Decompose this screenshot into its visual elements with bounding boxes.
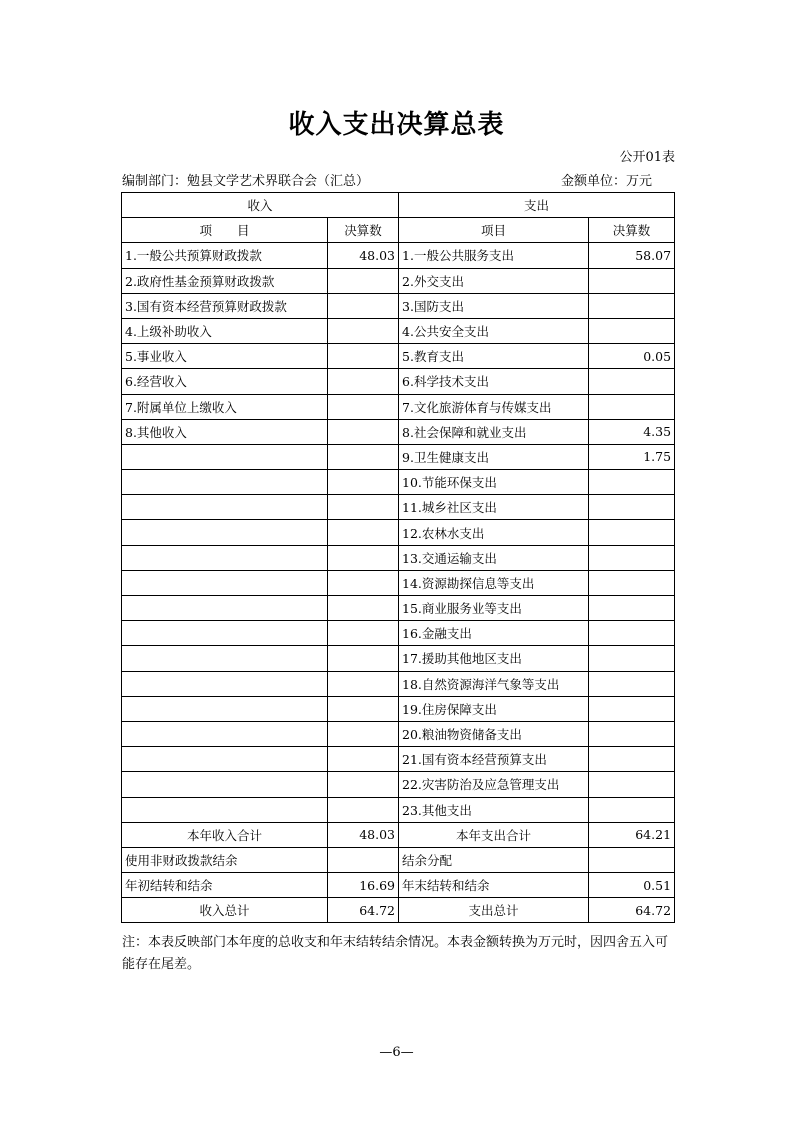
form-code: 公开01表 xyxy=(619,150,675,165)
expense-amount-cell xyxy=(589,318,675,343)
summary-table xyxy=(121,192,675,923)
income-item-cell: 年初结转和结余 xyxy=(122,873,328,898)
expense-item-header: 项目 xyxy=(399,218,589,243)
income-item-cell xyxy=(122,747,328,772)
department-label: 编制部门：勉县文学艺术界联合会（汇总） xyxy=(122,174,370,189)
expense-item-cell: 7.文化旅游体育与传媒支出 xyxy=(399,394,589,419)
page-number: —6— xyxy=(379,1045,414,1060)
expense-amount-header: 决算数 xyxy=(589,218,675,243)
expense-item-cell: 16.金融支出 xyxy=(399,621,589,646)
income-header: 收入 xyxy=(122,193,399,218)
expense-amount-cell xyxy=(589,721,675,746)
income-item-cell xyxy=(122,646,328,671)
footnote: 注：本表反映部门本年度的总收支和年末结转结余情况。本表金额转换为万元时，因四舍五入可能存在尾差。 xyxy=(122,935,669,972)
income-item-cell: 收入总计 xyxy=(122,898,328,923)
expense-amount-cell xyxy=(589,495,675,520)
income-item-cell: 3.国有资本经营预算财政拨款 xyxy=(122,293,328,318)
expense-amount-cell xyxy=(589,596,675,621)
table-row xyxy=(122,419,675,444)
total-row xyxy=(122,822,675,847)
income-amount-cell xyxy=(328,344,399,369)
income-amount-header: 决算数 xyxy=(328,218,399,243)
expense-item-cell: 18.自然资源海洋气象等支出 xyxy=(399,671,589,696)
income-item-cell xyxy=(122,444,328,469)
expense-item-cell: 本年支出合计 xyxy=(399,822,589,847)
expense-amount-cell xyxy=(589,470,675,495)
expense-item-cell: 15.商业服务业等支出 xyxy=(399,596,589,621)
expense-item-cell: 12.农林水支出 xyxy=(399,520,589,545)
table-row xyxy=(122,369,675,394)
expense-item-cell: 结余分配 xyxy=(399,847,589,872)
income-item-cell: 2.政府性基金预算财政拨款 xyxy=(122,268,328,293)
expense-item-cell: 年末结转和结余 xyxy=(399,873,589,898)
income-amount-cell: 64.72 xyxy=(328,898,399,923)
expense-amount-cell xyxy=(589,520,675,545)
income-amount-cell xyxy=(328,721,399,746)
table-row xyxy=(122,243,675,268)
table-row xyxy=(122,747,675,772)
expense-item-cell: 8.社会保障和就业支出 xyxy=(399,419,589,444)
income-item-cell xyxy=(122,545,328,570)
expense-amount-cell: 64.72 xyxy=(589,898,675,923)
total-row xyxy=(122,873,675,898)
income-amount-cell xyxy=(328,545,399,570)
income-amount-cell xyxy=(328,369,399,394)
income-amount-cell xyxy=(328,470,399,495)
income-amount-cell xyxy=(328,444,399,469)
income-item-cell xyxy=(122,520,328,545)
expense-amount-cell xyxy=(589,646,675,671)
income-item-cell xyxy=(122,696,328,721)
expense-amount-cell xyxy=(589,772,675,797)
table-row xyxy=(122,570,675,595)
expense-header: 支出 xyxy=(399,193,675,218)
income-amount-cell xyxy=(328,394,399,419)
expense-item-cell: 23.其他支出 xyxy=(399,797,589,822)
table-row xyxy=(122,293,675,318)
income-amount-cell xyxy=(328,671,399,696)
table-row xyxy=(122,520,675,545)
income-amount-cell xyxy=(328,268,399,293)
income-item-cell: 1.一般公共预算财政拨款 xyxy=(122,243,328,268)
income-amount-cell: 16.69 xyxy=(328,873,399,898)
table-row xyxy=(122,646,675,671)
expense-amount-cell: 64.21 xyxy=(589,822,675,847)
income-amount-cell xyxy=(328,646,399,671)
table-row xyxy=(122,721,675,746)
income-amount-cell: 48.03 xyxy=(328,243,399,268)
income-amount-cell xyxy=(328,495,399,520)
expense-amount-cell xyxy=(589,671,675,696)
unit-label: 金额单位：万元 xyxy=(560,174,652,189)
expense-item-cell: 13.交通运输支出 xyxy=(399,545,589,570)
income-item-cell: 5.事业收入 xyxy=(122,344,328,369)
table-row xyxy=(122,696,675,721)
income-amount-cell xyxy=(328,797,399,822)
income-item-cell xyxy=(122,495,328,520)
meta-row xyxy=(122,170,672,188)
income-item-cell xyxy=(122,772,328,797)
income-amount-cell xyxy=(328,696,399,721)
expense-item-cell: 支出总计 xyxy=(399,898,589,923)
expense-amount-cell xyxy=(589,797,675,822)
expense-amount-cell: 0.05 xyxy=(589,344,675,369)
expense-amount-cell: 58.07 xyxy=(589,243,675,268)
income-item-cell xyxy=(122,596,328,621)
expense-item-cell: 3.国防支出 xyxy=(399,293,589,318)
expense-item-cell: 10.节能环保支出 xyxy=(399,470,589,495)
income-amount-cell xyxy=(328,596,399,621)
expense-item-cell: 5.教育支出 xyxy=(399,344,589,369)
table-row xyxy=(122,318,675,343)
expense-item-cell: 11.城乡社区支出 xyxy=(399,495,589,520)
table-row xyxy=(122,268,675,293)
total-row xyxy=(122,898,675,923)
income-item-cell xyxy=(122,570,328,595)
income-item-header: 项 目 xyxy=(122,218,328,243)
expense-amount-cell xyxy=(589,545,675,570)
income-amount-cell xyxy=(328,318,399,343)
table-row xyxy=(122,495,675,520)
expense-amount-cell xyxy=(589,847,675,872)
expense-amount-cell: 0.51 xyxy=(589,873,675,898)
income-item-cell xyxy=(122,797,328,822)
expense-amount-cell xyxy=(589,268,675,293)
table-row xyxy=(122,596,675,621)
expense-item-cell: 21.国有资本经营预算支出 xyxy=(399,747,589,772)
income-item-cell: 8.其他收入 xyxy=(122,419,328,444)
expense-item-cell: 6.科学技术支出 xyxy=(399,369,589,394)
table-row xyxy=(122,470,675,495)
expense-item-cell: 19.住房保障支出 xyxy=(399,696,589,721)
table-row xyxy=(122,797,675,822)
expense-item-cell: 22.灾害防治及应急管理支出 xyxy=(399,772,589,797)
expense-amount-cell: 4.35 xyxy=(589,419,675,444)
income-amount-cell xyxy=(328,419,399,444)
expense-amount-cell: 1.75 xyxy=(589,444,675,469)
income-item-cell: 4.上级补助收入 xyxy=(122,318,328,343)
income-item-cell xyxy=(122,721,328,746)
expense-item-cell: 20.粮油物资储备支出 xyxy=(399,721,589,746)
expense-amount-cell xyxy=(589,621,675,646)
table-row xyxy=(122,344,675,369)
expense-amount-cell xyxy=(589,747,675,772)
income-item-cell xyxy=(122,671,328,696)
expense-amount-cell xyxy=(589,394,675,419)
table-row xyxy=(122,444,675,469)
income-amount-cell xyxy=(328,772,399,797)
income-item-cell: 本年收入合计 xyxy=(122,822,328,847)
expense-item-cell: 14.资源勘探信息等支出 xyxy=(399,570,589,595)
table-row xyxy=(122,394,675,419)
page-title: 收入支出决算总表 xyxy=(288,110,505,140)
header-row-section xyxy=(122,193,675,218)
income-item-cell xyxy=(122,621,328,646)
expense-item-cell: 9.卫生健康支出 xyxy=(399,444,589,469)
header-row-columns xyxy=(122,218,675,243)
expense-amount-cell xyxy=(589,369,675,394)
income-item-cell: 使用非财政拨款结余 xyxy=(122,847,328,872)
table-row xyxy=(122,621,675,646)
income-item-cell xyxy=(122,470,328,495)
income-amount-cell xyxy=(328,621,399,646)
total-row xyxy=(122,847,675,872)
income-item-cell: 6.经营收入 xyxy=(122,369,328,394)
expense-item-cell: 2.外交支出 xyxy=(399,268,589,293)
expense-item-cell: 17.援助其他地区支出 xyxy=(399,646,589,671)
income-amount-cell xyxy=(328,570,399,595)
expense-amount-cell xyxy=(589,570,675,595)
table-row xyxy=(122,671,675,696)
table-row xyxy=(122,772,675,797)
expense-amount-cell xyxy=(589,293,675,318)
expense-item-cell: 4.公共安全支出 xyxy=(399,318,589,343)
expense-item-cell: 1.一般公共服务支出 xyxy=(399,243,589,268)
income-amount-cell xyxy=(328,293,399,318)
expense-amount-cell xyxy=(589,696,675,721)
income-amount-cell xyxy=(328,520,399,545)
income-item-cell: 7.附属单位上缴收入 xyxy=(122,394,328,419)
income-amount-cell xyxy=(328,847,399,872)
income-amount-cell: 48.03 xyxy=(328,822,399,847)
table-row xyxy=(122,545,675,570)
income-amount-cell xyxy=(328,747,399,772)
